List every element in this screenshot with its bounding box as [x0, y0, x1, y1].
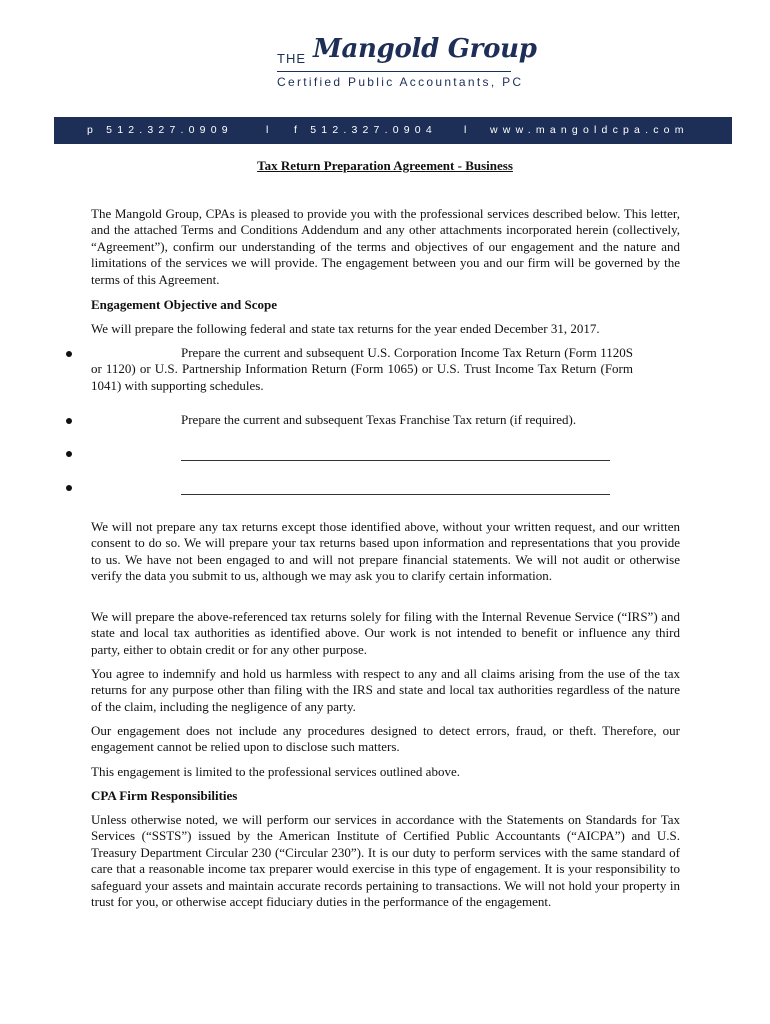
bullet-icon [66, 418, 72, 424]
fax-number: f 512.327.0904 [294, 124, 437, 136]
contact-separator: l [266, 124, 274, 136]
contact-separator: l [464, 124, 472, 136]
document-title: Tax Return Preparation Agreement - Business [257, 158, 513, 173]
phone-number: p 512.327.0909 [87, 124, 233, 136]
company-logo [0, 30, 770, 100]
indemnification-paragraph: You agree to indemnify and hold us harmless with respect to any and all claims arising from the use of the tax returns for any purpose other than filing with the IRS and state and local tax authorities regardless of the nature of the claim, including the negligence of any party. [91, 666, 680, 714]
responsibilities-heading: CPA Firm Responsibilities [91, 788, 238, 803]
contact-bar [54, 117, 732, 144]
scope-lead: We will prepare the following federal and state tax returns for the year ended December 31, 2017. [91, 321, 600, 336]
bullet-icon [66, 485, 72, 491]
scope-heading: Engagement Objective and Scope [91, 297, 277, 312]
scope-bullet-texas: Prepare the current and subsequent Texas Franchise Tax return (if required). [181, 412, 577, 427]
scope-bullet-federal: Prepare the current and subsequent U.S. Corporation Income Tax Return (Form 1120S or 1120) or U.S. Partnership Information Return (Form 1065) or U.S. Trust Income Tax Return (Form 1041) with supporting schedules. [91, 345, 633, 393]
blank-return-line[interactable] [181, 494, 610, 495]
logo-divider [277, 71, 511, 72]
intro-paragraph: The Mangold Group, CPAs is pleased to provide you with the professional services described below. This letter, and the attached Terms and Conditions Addendum and any other attachments incorporated herein (collectively, “Agreement”), confirm our understanding of the terms and objectives of our engagement and the nature and limitations of the services we will provide. The engagement between you and our firm will be governed by the terms of this Agreement. [91, 206, 680, 287]
logo-name: Mangold Group [313, 34, 537, 64]
bullet-icon [66, 351, 72, 357]
logo-prefix: THE [277, 51, 306, 66]
no-other-returns-paragraph: We will not prepare any tax returns except those identified above, without your written request, and our written consent to do so. We will prepare your tax returns based upon information and representations that you provide to us. We have not been engaged to and will not prepare financial statements. We will not audit or otherwise verify the data you submit to us, although we may ask you to clarify certain information. [91, 519, 680, 584]
blank-return-line[interactable] [181, 460, 610, 461]
responsibilities-paragraph: Unless otherwise noted, we will perform our services in accordance with the Statements on Standards for Tax Services (“SSTS”) issued by the American Institute of Certified Public Accountants (“AICPA”) and U.S. Treasury Department Circular 230 (“Circular 230”). It is our duty to perform services with the same standard of care that a reasonable income tax preparer would exercise in this type of engagement. It is your responsibility to safeguard your assets and maintain accurate records pertaining to transactions. We will not hold your property in trust for you, or otherwise accept fiduciary duties in the performance of the engagement. [91, 812, 680, 910]
limitation-paragraph: This engagement is limited to the professional services outlined above. [91, 764, 460, 779]
website-link[interactable]: www.mangoldcpa.com [490, 124, 689, 136]
bullet-icon [66, 451, 72, 457]
logo-subtitle: Certified Public Accountants, PC [277, 75, 524, 89]
errors-fraud-paragraph: Our engagement does not include any procedures designed to detect errors, fraud, or theft. Therefore, our engagement cannot be relied upon to disclose such matters. [91, 723, 680, 755]
filing-purpose-paragraph: We will prepare the above-referenced tax returns solely for filing with the Internal Revenue Service (“IRS”) and state and local tax authorities as identified above. Our work is not intended to benefit or influence any third party, either to obtain credit or for any other purpose. [91, 609, 680, 657]
